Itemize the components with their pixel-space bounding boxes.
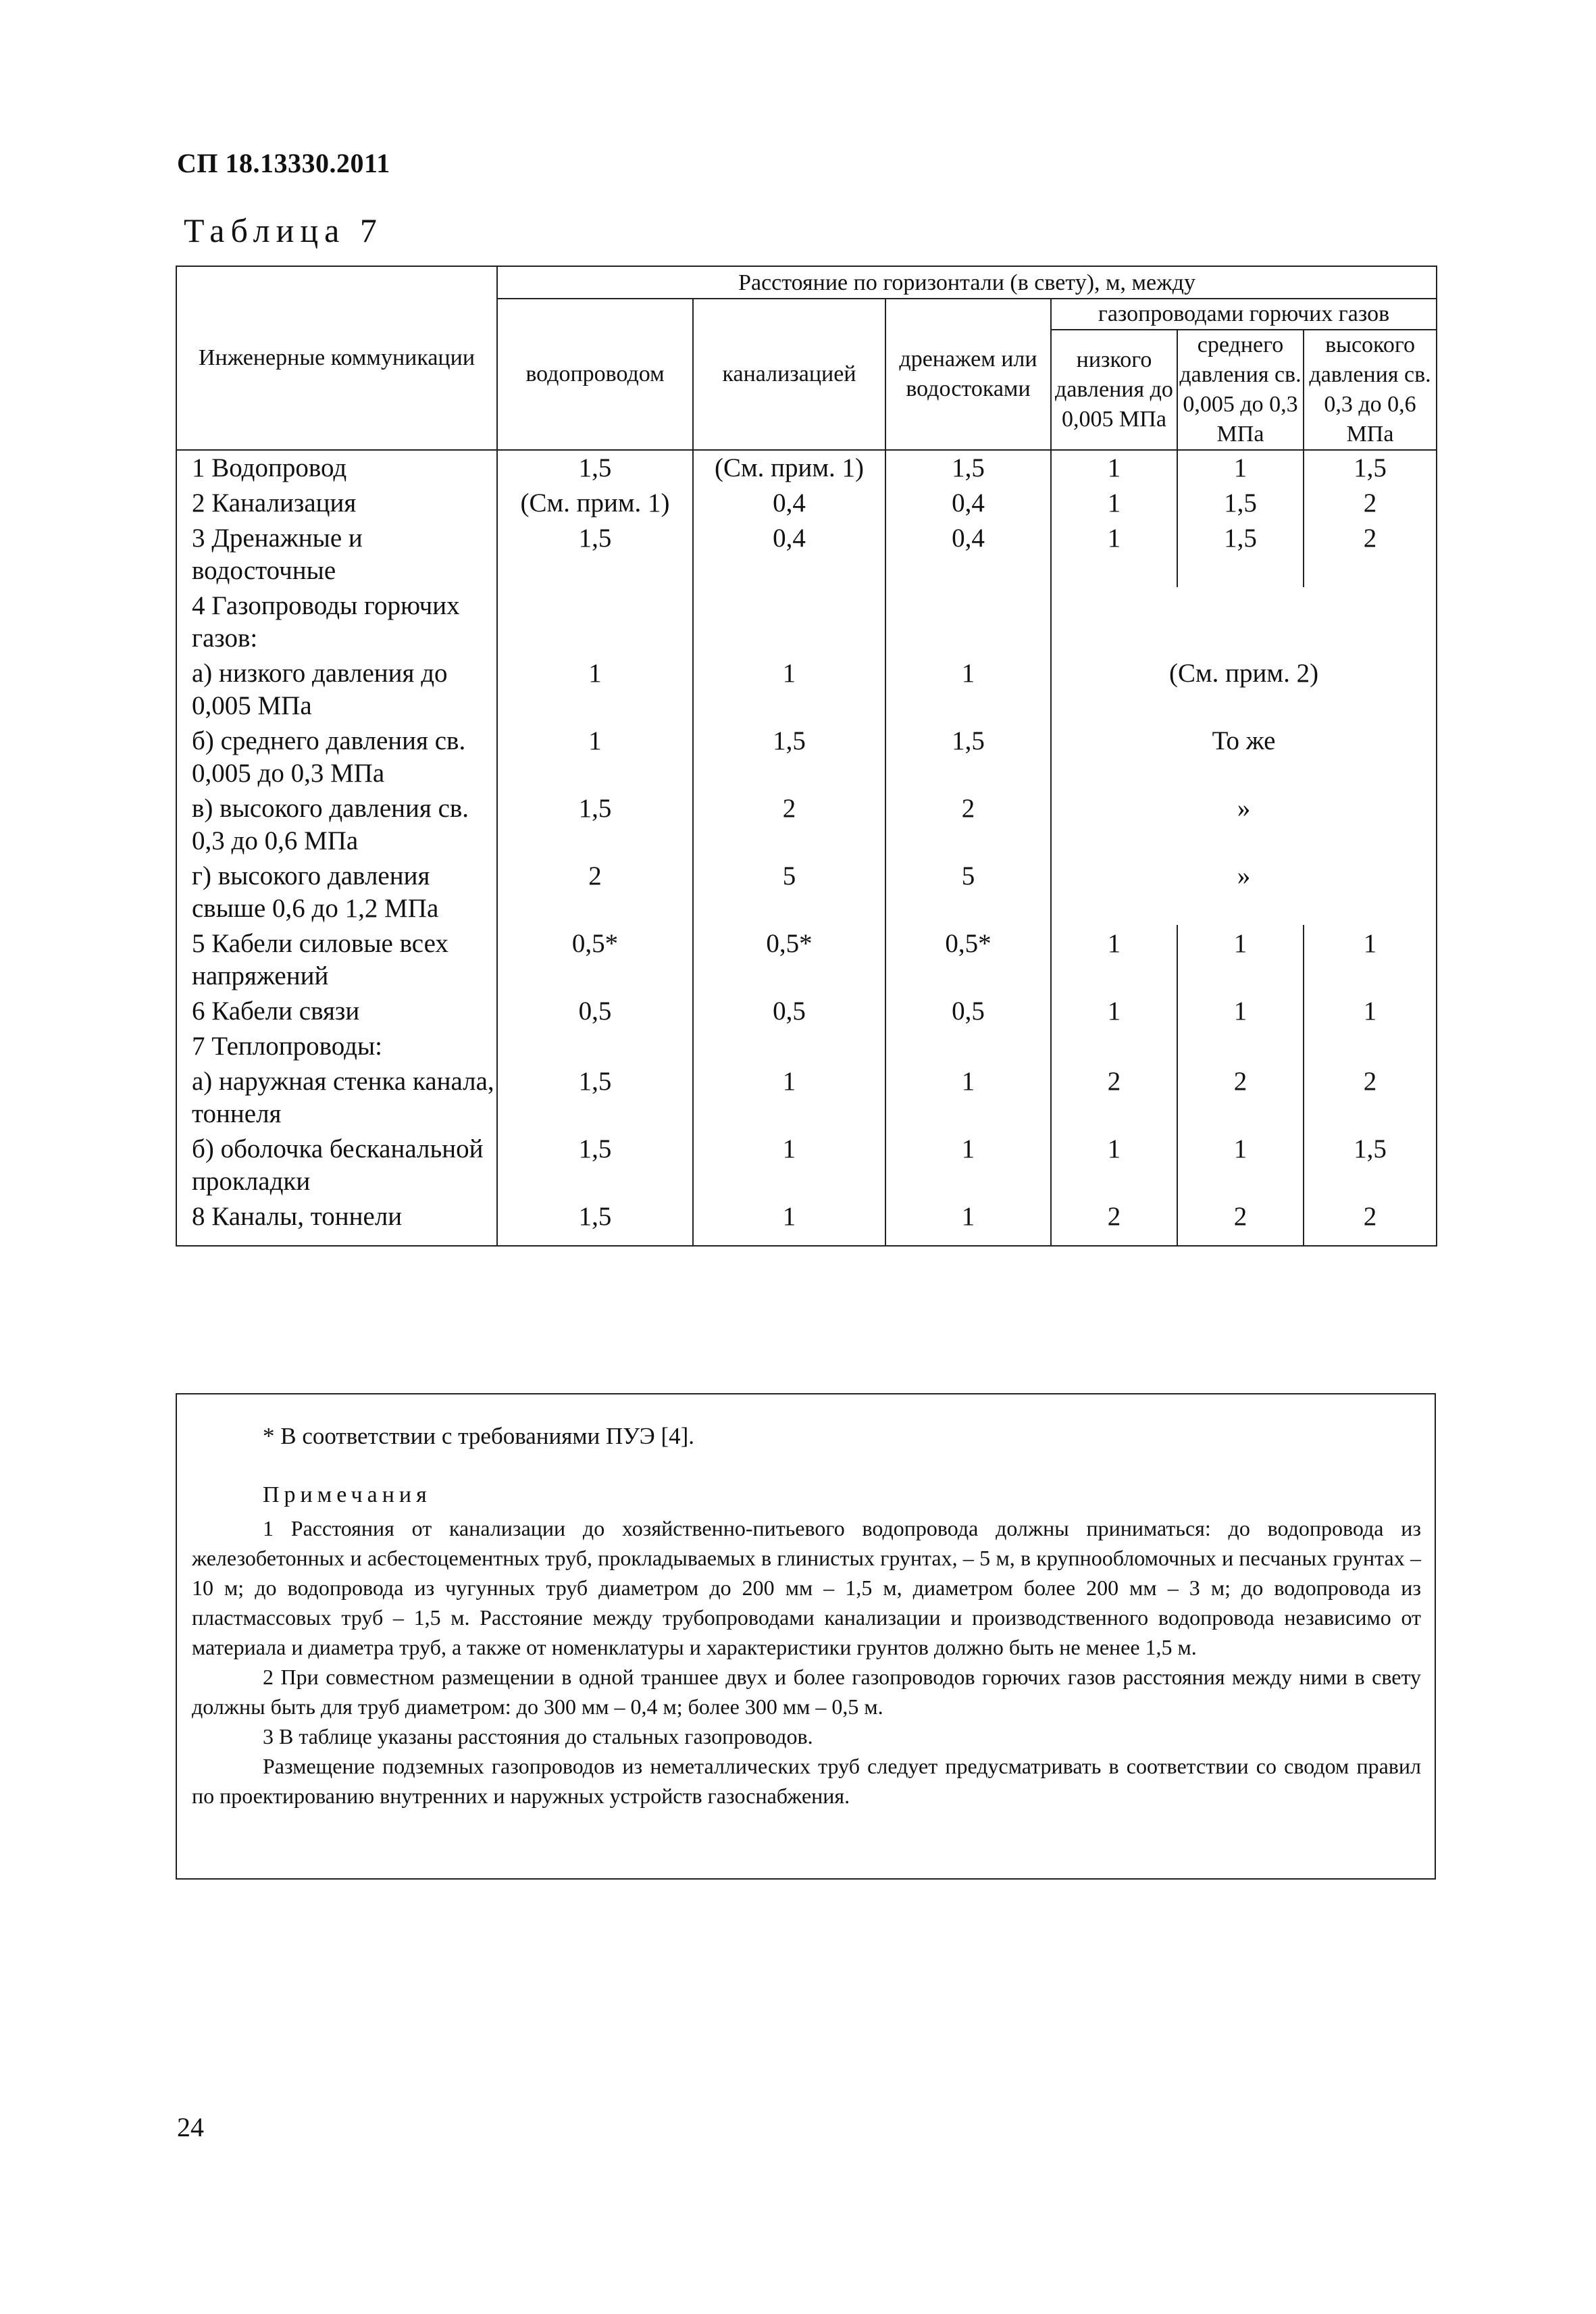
table-row: в) высокого давления св. 0,3 до 0,6 МПа 1,5 2 2 » — [176, 790, 1437, 857]
header-drainage: дренажем или водостоками — [885, 299, 1051, 450]
table-row: 7 Теплопроводы: — [176, 1028, 1437, 1063]
merged-note-cell: » — [1051, 790, 1437, 857]
merged-note-cell: (См. прим. 2) — [1051, 655, 1437, 722]
table-row: 4 Газопроводы горючих газов: — [176, 587, 1437, 655]
table-row: а) наружная стенка канала, тоннеля 1,5 1 1 2 2 2 — [176, 1063, 1437, 1130]
table-row: 1 Водопровод 1,5 (См. прим. 1) 1,5 1 1 1,5 — [176, 450, 1437, 484]
header-water-supply: водопроводом — [497, 299, 693, 450]
distance-table — [176, 266, 1437, 1247]
notes-title: Примечания — [263, 1482, 432, 1507]
table-row: 8 Каналы, тоннели 1,5 1 1 2 2 2 — [176, 1198, 1437, 1246]
header-sewerage: канализацией — [693, 299, 885, 450]
document-code: СП 18.13330.2011 — [177, 148, 390, 178]
table-row: 2 Канализация (См. прим. 1) 0,4 0,4 1 1,5 2 — [176, 484, 1437, 520]
note-item: 2 При совместном размещении в одной траншее двух и более газопроводов горючих газов расстояния между ними в свету должны быть для труб диаметром: до 300 мм – 0,4 м; более 300 мм – 0,5 м. — [192, 1665, 1421, 1719]
table-row: б) среднего давления св. 0,005 до 0,3 МПа 1 1,5 1,5 То же — [176, 722, 1437, 790]
notes-box — [176, 1393, 1436, 1880]
header-horizontal-distance: Расстояние по горизонтали (в свету), м, между — [497, 266, 1437, 299]
note-item: Размещение подземных газопроводов из неметаллических труб следует предусматривать в соответствии со сводом правил по проектированию внутренних и наружных устройств газоснабжения. — [192, 1754, 1421, 1808]
header-gas-low: низкого давления до 0,005 МПа — [1051, 330, 1177, 450]
table-caption: Таблица 7 — [184, 211, 383, 249]
table-row: а) низкого давления до 0,005 МПа 1 1 1 (См. прим. 2) — [176, 655, 1437, 722]
header-engineering-communications: Инженерные коммуникации — [176, 266, 497, 450]
note-item: 1 Расстояния от канализации до хозяйственно-питьевого водопровода должны приниматься: до водопровода из железобетонных и асбестоцементных труб, прокладываемых в глинистых грунтах, – 5 м, в крупнообломочных и песчаных грунтах – 10 м; до водопровода из чугунных труб диаметром до 200 мм – 1,5 м, диаметром более 200 мм – 3 м; до водопровода из пластмассовых труб – 1,5 м. Расстояние между трубопроводами канализации и производственного водопровода независимо от материала и диаметра труб, а также от номенклатуры и характеристики грунтов должно быть не менее 1,5 м. — [192, 1516, 1421, 1659]
header-gas-medium: среднего давления св. 0,005 до 0,3 МПа — [1177, 330, 1304, 450]
table-row: 3 Дренажные и водосточные 1,5 0,4 0,4 1 1,5 2 — [176, 520, 1437, 587]
table-row: б) оболочка бесканальной прокладки 1,5 1 1 1 1 1,5 — [176, 1130, 1437, 1198]
merged-note-cell: То же — [1051, 722, 1437, 790]
notes-text — [192, 1513, 1421, 1811]
page-number: 24 — [177, 2112, 204, 2142]
table-row: г) высокого давления свыше 0,6 до 1,2 МПа 2 5 5 » — [176, 857, 1437, 925]
footnote: * В соответствии с требованиями ПУЭ [4]. — [263, 1423, 695, 1449]
table-row: 6 Кабели связи 0,5 0,5 0,5 1 1 1 — [176, 992, 1437, 1028]
table-row: 5 Кабели силовые всех напряжений 0,5* 0,5* 0,5* 1 1 1 — [176, 925, 1437, 992]
merged-note-cell: » — [1051, 857, 1437, 925]
header-gas-pipelines: газопроводами горючих газов — [1051, 299, 1437, 330]
note-item: 3 В таблице указаны расстояния до стальных газопроводов. — [263, 1724, 813, 1749]
header-gas-high: высокого давления св. 0,3 до 0,6 МПа — [1304, 330, 1437, 450]
